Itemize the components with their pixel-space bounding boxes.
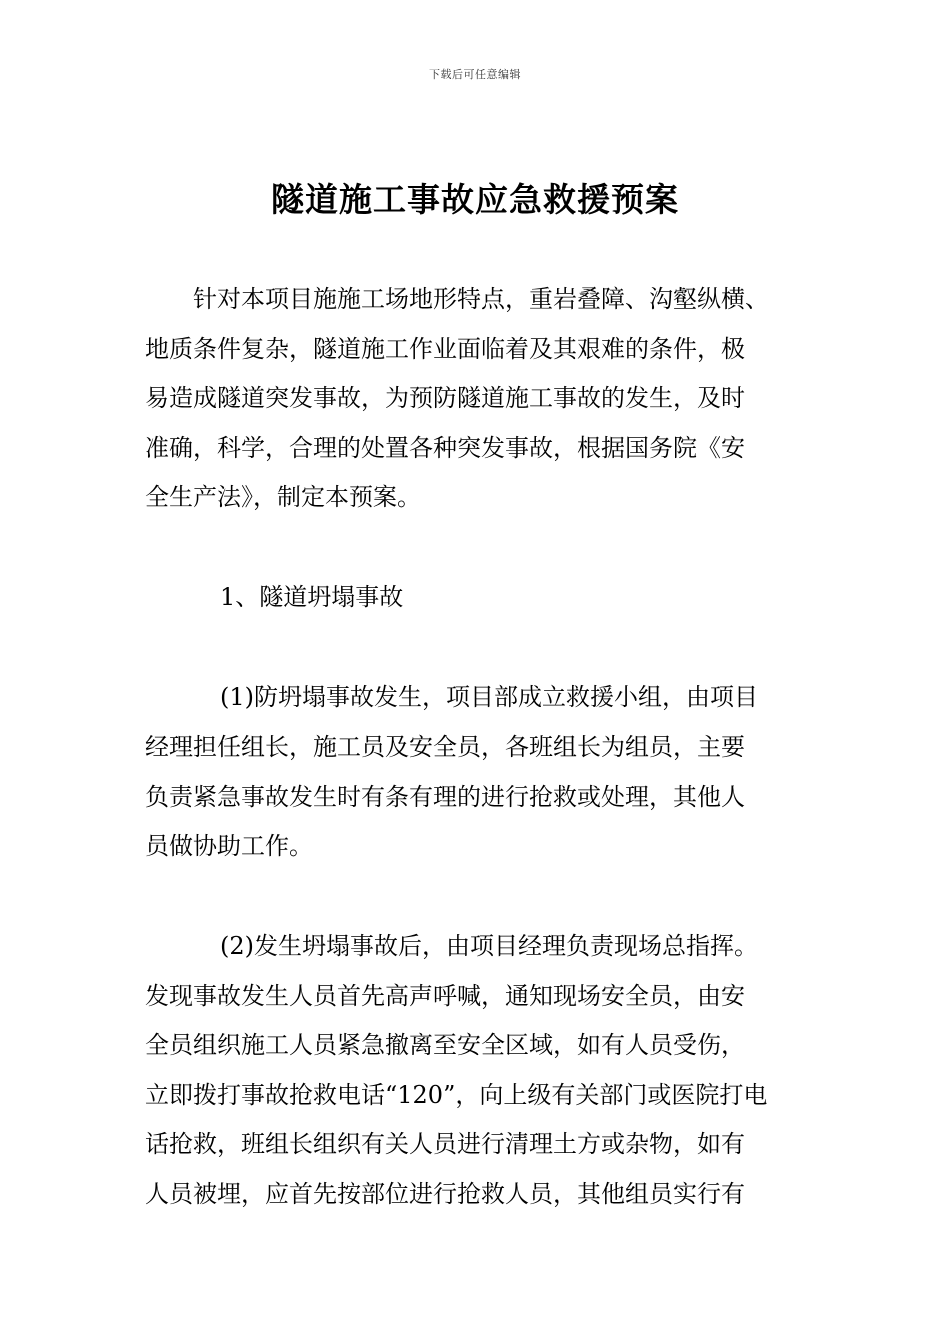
document-title: 隧道施工事故应急救援预案 [271, 180, 679, 219]
paragraph-3-line-1: (2)发生坍塌事故后，由项目经理负责现场总指挥。 [220, 932, 758, 960]
paragraph-2-line-3: 负责紧急事故发生时有条有理的进行抢救或处理，其他人 [145, 783, 745, 811]
paragraph-1-line-2: 地质条件复杂，隧道施工作业面临着及其艰难的条件，极 [145, 335, 745, 363]
paragraph-3-line-4: 立即拨打事故抢救电话“120”，向上级有关部门或医院打电 [145, 1081, 768, 1109]
paragraph-1-line-5: 全生产法》，制定本预案。 [145, 483, 421, 511]
paragraph-2-line-1: (1)防坍塌事故发生，项目部成立救援小组，由项目 [220, 683, 758, 711]
header-note: 下载后可任意编辑 [429, 68, 521, 81]
paragraph-3-line-5: 话抢救，班组长组织有关人员进行清理土方或杂物，如有 [145, 1130, 745, 1158]
paragraph-1-line-1: 针对本项目施施工场地形特点，重岩叠障、沟壑纵横、 [193, 285, 769, 313]
paragraph-3-line-6: 人员被埋，应首先按部位进行抢救人员，其他组员实行有 [145, 1180, 745, 1208]
section-heading: 1、隧道坍塌事故 [220, 583, 404, 611]
paragraph-1-line-4: 准确，科学，合理的处置各种突发事故，根据国务院《安 [145, 434, 745, 462]
paragraph-2-line-4: 员做协助工作。 [145, 832, 313, 860]
paragraph-3-line-2: 发现事故发生人员首先高声呼喊，通知现场安全员，由安 [145, 982, 745, 1010]
paragraph-1-line-3: 易造成隧道突发事故，为预防隧道施工事故的发生，及时 [145, 384, 745, 412]
paragraph-3-line-3: 全员组织施工人员紧急撤离至安全区域，如有人员受伤， [145, 1031, 745, 1059]
paragraph-2-line-2: 经理担任组长，施工员及安全员，各班组长为组员，主要 [145, 733, 745, 761]
